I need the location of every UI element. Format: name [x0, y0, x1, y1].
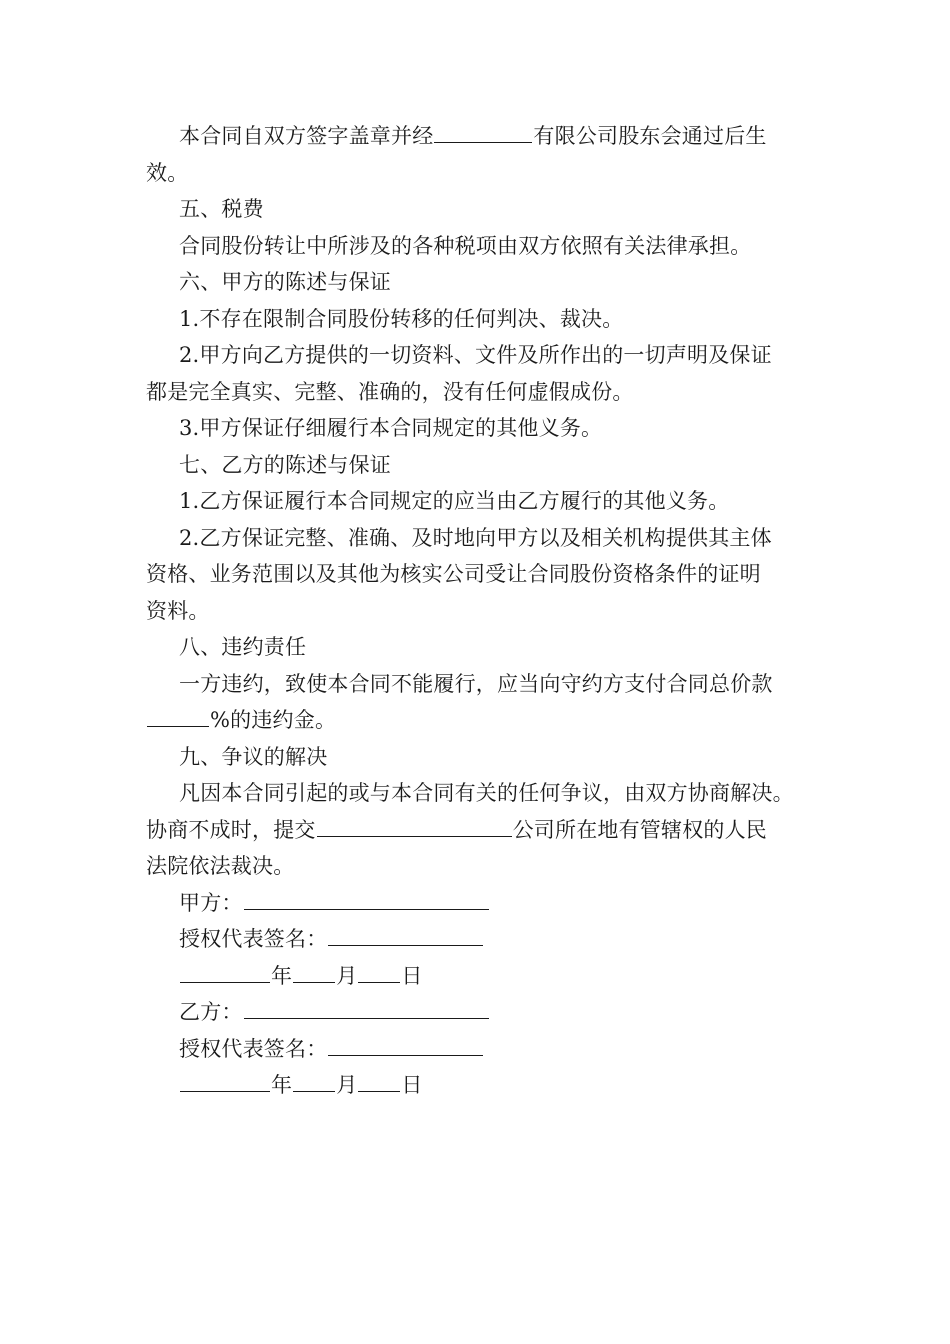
party-b-rep-blank[interactable] [328, 1033, 483, 1056]
party-b-item-1: 1.乙方保证履行本合同规定的应当由乙方履行的其他义务。 [179, 489, 730, 513]
breach-text: 一方违约，致使本合同不能履行，应当向守约方支付合同总价款 [179, 671, 773, 696]
party-b-year-blank[interactable] [180, 1069, 270, 1092]
contract-body [146, 118, 826, 1104]
party-b-item-2-cont-1: 资格、业务范围以及其他为核实公司受让合同股份资格条件的证明 [146, 562, 761, 586]
party-a-rep-label: 授权代表签名： [179, 927, 328, 951]
party-b-date-line [146, 1067, 826, 1104]
party-b-rep-label: 授权代表签名： [179, 1036, 328, 1061]
court-blank[interactable] [317, 814, 512, 837]
effect-clause [146, 118, 826, 155]
breach-heading: 八、违约责任 [179, 635, 307, 659]
dispute-text-after: 公司所在地有管辖权的人民 [512, 817, 768, 842]
party-b-label: 乙方： [179, 1000, 243, 1024]
party-b-heading: 七、乙方的陈述与保证 [179, 452, 391, 477]
effect-clause-cont: 效。 [146, 160, 189, 185]
dispute-heading: 九、争议的解决 [179, 744, 328, 769]
party-a-item-2: 2.甲方向乙方提供的一切资料、文件及所作出的一切声明及保证 [179, 343, 772, 367]
dispute-text-before: 协商不成时，提交 [146, 817, 316, 842]
party-a-heading: 六、甲方的陈述与保证 [179, 270, 391, 294]
party-a-date-line [146, 958, 826, 995]
party-a-label: 甲方： [179, 890, 243, 915]
party-a-item-2-cont: 都是完全真实、完整、准确的，没有任何虚假成份。 [146, 379, 634, 404]
party-a-item-1: 1.不存在限制合同股份转移的任何判决、裁决。 [179, 306, 624, 331]
month-label: 月 [336, 1073, 358, 1097]
effect-text-before: 本合同自双方签字盖章并经 [179, 124, 434, 148]
party-b-month-blank[interactable] [293, 1069, 335, 1092]
party-a-rep-blank[interactable] [328, 923, 483, 946]
party-a-item-3: 3.甲方保证仔细履行本合同规定的其他义务。 [179, 416, 603, 440]
dispute-text-cont [146, 812, 826, 849]
party-b-item-2-cont-2: 资料。 [146, 598, 210, 623]
tax-text: 合同股份转让中所涉及的各种税项由双方依照有关法律承担。 [179, 233, 752, 258]
party-b-item-2: 2.乙方保证完整、准确、及时地向甲方以及相关机构提供其主体 [179, 525, 772, 550]
party-a-year-blank[interactable] [180, 960, 270, 983]
party-b-signature-line [146, 994, 826, 1031]
party-a-month-blank[interactable] [293, 960, 335, 983]
effect-text-after: 有限公司股东会通过后生 [533, 124, 767, 148]
month-label: 月 [336, 963, 358, 988]
party-a-day-blank[interactable] [358, 960, 400, 983]
party-b-name-blank[interactable] [244, 996, 489, 1019]
penalty-percent-blank[interactable] [147, 704, 209, 727]
party-b-day-blank[interactable] [358, 1069, 400, 1092]
dispute-text: 凡因本合同引起的或与本合同有关的任何争议，由双方协商解决。 [179, 781, 794, 805]
year-label: 年 [271, 1073, 293, 1097]
dispute-text-end: 法院依法裁决。 [146, 854, 295, 878]
tax-heading: 五、税费 [179, 197, 264, 221]
company-name-blank[interactable] [434, 120, 532, 143]
party-a-signature-line [146, 885, 826, 922]
party-b-rep-line [146, 1031, 826, 1068]
party-a-name-blank[interactable] [244, 887, 489, 910]
day-label: 日 [401, 1073, 423, 1097]
year-label: 年 [271, 963, 293, 988]
day-label: 日 [401, 963, 423, 988]
breach-text-cont [146, 702, 826, 739]
party-a-rep-line [146, 921, 826, 958]
breach-text-after: %的违约金。 [210, 708, 337, 732]
